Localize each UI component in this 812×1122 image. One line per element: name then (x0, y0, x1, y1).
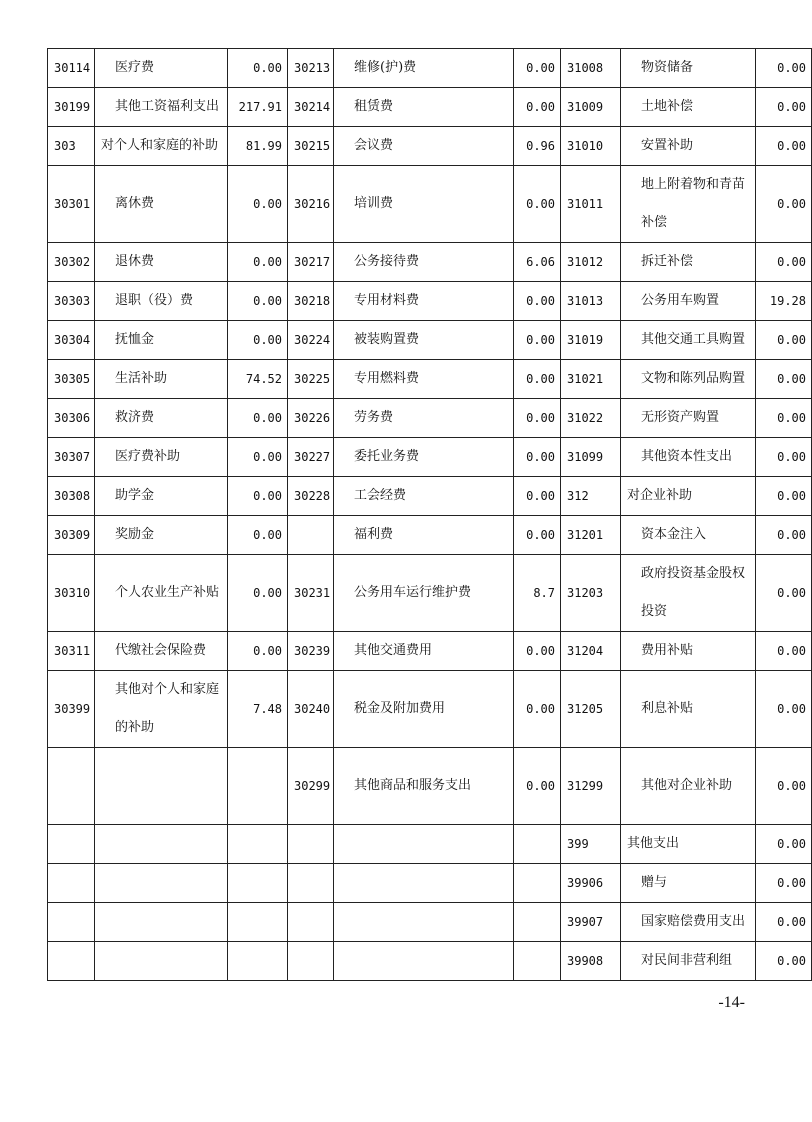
table-row (48, 321, 812, 360)
item-name-cell: 税金及附加费用 (334, 671, 514, 748)
amount-cell: 0.00 (228, 516, 288, 555)
item-name-cell (95, 748, 228, 825)
amount-cell: 0.00 (514, 438, 561, 477)
amount-cell: 0.00 (756, 555, 812, 632)
table-row (48, 516, 812, 555)
code-cell (288, 942, 334, 981)
amount-cell: 0.00 (756, 477, 812, 516)
amount-cell: 0.00 (756, 671, 812, 748)
code-cell: 31012 (561, 243, 621, 282)
amount-cell: 0.00 (756, 127, 812, 166)
table-row (48, 166, 812, 243)
code-cell: 30218 (288, 282, 334, 321)
item-name-cell: 土地补偿 (621, 88, 756, 127)
amount-cell: 0.00 (756, 864, 812, 903)
table-row (48, 671, 812, 748)
item-name-cell: 其他商品和服务支出 (334, 748, 514, 825)
item-name-cell: 劳务费 (334, 399, 514, 438)
code-cell: 30307 (48, 438, 95, 477)
item-name-cell: 维修(护)费 (334, 49, 514, 88)
amount-cell: 0.00 (756, 438, 812, 477)
table-row (48, 399, 812, 438)
item-name-cell: 专用燃料费 (334, 360, 514, 399)
item-name-cell (95, 942, 228, 981)
code-cell: 30225 (288, 360, 334, 399)
item-name-cell: 其他对个人和家庭的补助 (95, 671, 228, 748)
code-cell: 30305 (48, 360, 95, 399)
table-row (48, 942, 812, 981)
code-cell: 30114 (48, 49, 95, 88)
code-cell: 30231 (288, 555, 334, 632)
table-row (48, 49, 812, 88)
item-name-cell: 物资储备 (621, 49, 756, 88)
code-cell: 30399 (48, 671, 95, 748)
code-cell (288, 825, 334, 864)
code-cell: 30228 (288, 477, 334, 516)
item-name-cell: 公务接待费 (334, 243, 514, 282)
item-name-cell: 其他支出 (621, 825, 756, 864)
table-row (48, 88, 812, 127)
code-cell: 31009 (561, 88, 621, 127)
amount-cell: 0.00 (756, 243, 812, 282)
item-name-cell: 医疗费 (95, 49, 228, 88)
amount-cell: 0.00 (756, 748, 812, 825)
amount-cell: 8.7 (514, 555, 561, 632)
item-name-cell: 代缴社会保险费 (95, 632, 228, 671)
amount-cell: 0.00 (756, 321, 812, 360)
amount-cell: 0.00 (228, 321, 288, 360)
code-cell: 31201 (561, 516, 621, 555)
amount-cell (514, 942, 561, 981)
amount-cell: 0.00 (514, 516, 561, 555)
code-cell: 31019 (561, 321, 621, 360)
amount-cell: 0.00 (228, 555, 288, 632)
code-cell (288, 903, 334, 942)
table-row (48, 477, 812, 516)
item-name-cell: 其他交通工具购置 (621, 321, 756, 360)
amount-cell: 19.28 (756, 282, 812, 321)
item-name-cell: 费用补贴 (621, 632, 756, 671)
table-row (48, 127, 812, 166)
code-cell: 31010 (561, 127, 621, 166)
code-cell: 30214 (288, 88, 334, 127)
table-row (48, 748, 812, 825)
amount-cell: 0.00 (756, 825, 812, 864)
amount-cell: 6.06 (514, 243, 561, 282)
code-cell: 30216 (288, 166, 334, 243)
code-cell: 30299 (288, 748, 334, 825)
code-cell: 31021 (561, 360, 621, 399)
code-cell: 30309 (48, 516, 95, 555)
item-name-cell: 医疗费补助 (95, 438, 228, 477)
code-cell: 30227 (288, 438, 334, 477)
amount-cell (228, 942, 288, 981)
item-name-cell: 对民间非营利组 (621, 942, 756, 981)
item-name-cell: 退职（役）费 (95, 282, 228, 321)
item-name-cell: 资本金注入 (621, 516, 756, 555)
amount-cell: 0.00 (756, 942, 812, 981)
code-cell: 30303 (48, 282, 95, 321)
code-cell (48, 825, 95, 864)
code-cell: 39906 (561, 864, 621, 903)
amount-cell: 0.00 (514, 477, 561, 516)
amount-cell: 0.00 (514, 671, 561, 748)
amount-cell: 0.00 (756, 632, 812, 671)
item-name-cell: 公务用车运行维护费 (334, 555, 514, 632)
code-cell: 30213 (288, 49, 334, 88)
item-name-cell: 工会经费 (334, 477, 514, 516)
amount-cell (228, 748, 288, 825)
code-cell (48, 942, 95, 981)
item-name-cell: 地上附着物和青苗补偿 (621, 166, 756, 243)
amount-cell: 0.00 (756, 399, 812, 438)
code-cell: 30224 (288, 321, 334, 360)
amount-cell: 74.52 (228, 360, 288, 399)
item-name-cell: 其他对企业补助 (621, 748, 756, 825)
code-cell: 39907 (561, 903, 621, 942)
amount-cell: 0.00 (514, 632, 561, 671)
item-name-cell: 无形资产购置 (621, 399, 756, 438)
item-name-cell: 个人农业生产补贴 (95, 555, 228, 632)
item-name-cell: 其他交通费用 (334, 632, 514, 671)
amount-cell: 217.91 (228, 88, 288, 127)
code-cell (48, 748, 95, 825)
amount-cell: 0.00 (514, 49, 561, 88)
amount-cell (228, 903, 288, 942)
amount-cell: 0.00 (228, 399, 288, 438)
amount-cell (228, 825, 288, 864)
amount-cell: 0.00 (228, 632, 288, 671)
amount-cell: 0.00 (514, 166, 561, 243)
item-name-cell: 其他工资福利支出 (95, 88, 228, 127)
item-name-cell (95, 864, 228, 903)
item-name-cell: 抚恤金 (95, 321, 228, 360)
table-row (48, 243, 812, 282)
table-row (48, 555, 812, 632)
code-cell: 399 (561, 825, 621, 864)
code-cell: 31299 (561, 748, 621, 825)
amount-cell: 0.00 (756, 516, 812, 555)
amount-cell: 0.00 (228, 243, 288, 282)
table-row (48, 864, 812, 903)
item-name-cell: 赠与 (621, 864, 756, 903)
code-cell: 31011 (561, 166, 621, 243)
item-name-cell (334, 942, 514, 981)
item-name-cell: 公务用车购置 (621, 282, 756, 321)
item-name-cell: 生活补助 (95, 360, 228, 399)
item-name-cell: 助学金 (95, 477, 228, 516)
item-name-cell: 政府投资基金股权投资 (621, 555, 756, 632)
amount-cell: 0.00 (228, 49, 288, 88)
table-row (48, 438, 812, 477)
code-cell: 39908 (561, 942, 621, 981)
item-name-cell (95, 825, 228, 864)
code-cell: 312 (561, 477, 621, 516)
code-cell: 30215 (288, 127, 334, 166)
amount-cell: 0.00 (514, 321, 561, 360)
item-name-cell: 培训费 (334, 166, 514, 243)
code-cell (48, 903, 95, 942)
table-row (48, 632, 812, 671)
code-cell: 30239 (288, 632, 334, 671)
amount-cell: 0.00 (514, 399, 561, 438)
amount-cell: 0.00 (228, 438, 288, 477)
code-cell: 30199 (48, 88, 95, 127)
code-cell: 30306 (48, 399, 95, 438)
table-body (48, 49, 812, 981)
amount-cell: 0.00 (756, 903, 812, 942)
item-name-cell: 福利费 (334, 516, 514, 555)
code-cell: 30302 (48, 243, 95, 282)
table-row (48, 360, 812, 399)
amount-cell (514, 825, 561, 864)
table-row (48, 282, 812, 321)
amount-cell: 0.00 (228, 166, 288, 243)
code-cell: 303 (48, 127, 95, 166)
amount-cell (228, 864, 288, 903)
amount-cell: 0.00 (514, 748, 561, 825)
code-cell: 31099 (561, 438, 621, 477)
code-cell (288, 864, 334, 903)
code-cell: 30240 (288, 671, 334, 748)
item-name-cell (334, 825, 514, 864)
item-name-cell: 安置补助 (621, 127, 756, 166)
amount-cell: 0.00 (514, 360, 561, 399)
amount-cell: 0.00 (756, 88, 812, 127)
amount-cell: 0.00 (756, 360, 812, 399)
item-name-cell: 国家赔偿费用支出 (621, 903, 756, 942)
item-name-cell (95, 903, 228, 942)
code-cell (48, 864, 95, 903)
code-cell: 31205 (561, 671, 621, 748)
amount-cell: 0.00 (514, 282, 561, 321)
item-name-cell: 对个人和家庭的补助 (95, 127, 228, 166)
code-cell: 31008 (561, 49, 621, 88)
item-name-cell: 救济费 (95, 399, 228, 438)
amount-cell: 0.00 (514, 88, 561, 127)
page-number: -14- (718, 994, 745, 1011)
expenditure-table (47, 48, 812, 981)
item-name-cell: 文物和陈列品购置 (621, 360, 756, 399)
code-cell: 30226 (288, 399, 334, 438)
item-name-cell: 会议费 (334, 127, 514, 166)
amount-cell: 0.00 (756, 166, 812, 243)
code-cell (288, 516, 334, 555)
item-name-cell: 其他资本性支出 (621, 438, 756, 477)
amount-cell (514, 864, 561, 903)
amount-cell: 0.96 (514, 127, 561, 166)
code-cell: 30311 (48, 632, 95, 671)
table-row (48, 903, 812, 942)
code-cell: 31013 (561, 282, 621, 321)
amount-cell: 0.00 (756, 49, 812, 88)
code-cell: 30304 (48, 321, 95, 360)
item-name-cell: 对企业补助 (621, 477, 756, 516)
code-cell: 31203 (561, 555, 621, 632)
code-cell: 30301 (48, 166, 95, 243)
amount-cell: 7.48 (228, 671, 288, 748)
item-name-cell: 租赁费 (334, 88, 514, 127)
code-cell: 30217 (288, 243, 334, 282)
item-name-cell: 专用材料费 (334, 282, 514, 321)
item-name-cell: 被装购置费 (334, 321, 514, 360)
code-cell: 30308 (48, 477, 95, 516)
item-name-cell (334, 864, 514, 903)
code-cell: 31022 (561, 399, 621, 438)
amount-cell (514, 903, 561, 942)
item-name-cell: 奖励金 (95, 516, 228, 555)
item-name-cell: 拆迁补偿 (621, 243, 756, 282)
code-cell: 31204 (561, 632, 621, 671)
amount-cell: 0.00 (228, 282, 288, 321)
item-name-cell: 委托业务费 (334, 438, 514, 477)
table-row (48, 825, 812, 864)
amount-cell: 0.00 (228, 477, 288, 516)
code-cell: 30310 (48, 555, 95, 632)
item-name-cell: 退休费 (95, 243, 228, 282)
item-name-cell: 离休费 (95, 166, 228, 243)
item-name-cell (334, 903, 514, 942)
amount-cell: 81.99 (228, 127, 288, 166)
item-name-cell: 利息补贴 (621, 671, 756, 748)
